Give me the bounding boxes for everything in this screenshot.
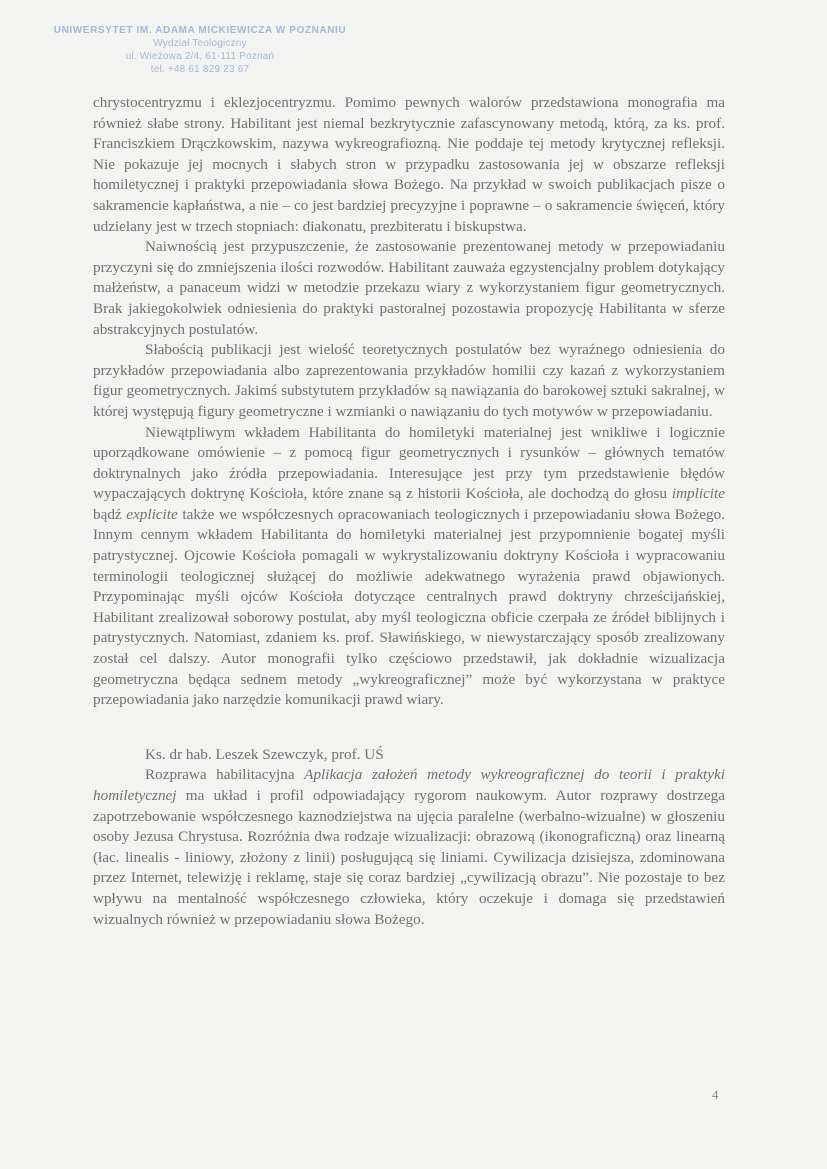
paragraph-4-text-b: bądź	[93, 505, 127, 523]
paragraph-5	[93, 765, 725, 930]
letterhead-stamp	[20, 24, 380, 76]
address-line: ul. Wieżowa 2/4, 61-111 Poznań	[125, 51, 275, 62]
italic-term-implicite: implicite	[671, 485, 725, 503]
document-body	[93, 93, 725, 930]
paragraph-continuation: chrystocentryzmu i eklezjocentryzmu. Pomimo pewnych walorów przedstawiona monografia ma również słabe strony. Habilitant jest niemal bezkrytycznie zafascynowany metodą, którą, za ks. prof. Franciszkiem Drączkowskim, nazywa wykreografiozną. Nie poddaje tej metody krytycznej refleksji. Nie pokazuje jej mocnych i słabych stron w przypadku zastosowania jej w obszarze refleksji homiletycznej i praktyki przepowiadania słowa Bożego. Na przykład w swoich publikacjach pisze o sakramencie kapłaństwa, a nie – co jest bardziej precyzyjne i poprawne – o sakramencie święceń, który udzielany jest w trzech stopniach: diakonatu, prezbiteratu i biskupstwa.	[93, 94, 725, 235]
reviewer-heading: Ks. dr hab. Leszek Szewczyk, prof. UŚ	[145, 745, 384, 763]
faculty-name: Wydział Teologiczny	[153, 38, 247, 49]
dissertation-title: Aplikacja założeń metody wykreograficznej do teorii i praktyki homiletycznej	[93, 766, 725, 804]
paragraph-5-text-b: ma układ i profil odpowiadający rygorom naukowym. Autor rozprawy dostrzega zapotrzebowanie współczesnego kaznodziejstwa na ujęcia paralelne (werbalno-wizualne) w głoszeniu osoby Jezusa Chrystusa. Rozróżnia dwa rodzaje wizualizacji: obrazową (ikonograficzną) oraz linearną (łac. linealis - liniowy, złożony z linii) posługującą się liniami. Cywilizacja dzisiejsza, zdominowana przez Internet, telewizję i reklamę, staje się coraz bardziej „cywilizacją obrazu”. Nie pozostaje to bez wpływu na mentalność współczesnego człowieka, który oczekuje i domaga się przedstawień wizualnych również w przepowiadaniu słowa Bożego.	[93, 787, 725, 928]
university-name: UNIWERSYTET IM. ADAMA MICKIEWICZA W POZNANIU	[53, 25, 347, 36]
paragraph-4-text-a: Niewątpliwym wkładem Habilitanta do homiletyki materialnej jest wnikliwe i logicznie uporządkowane omówienie – z pomocą figur geometrycznych i rysunków – głównych tematów doktrynalnych jako źródła przepowiadania. Interesujące jest przy tym przedstawienie błędów wypaczających doktrynę Kościoła, które znane są z historii Kościoła, ale dochodzą do głosu	[93, 423, 725, 503]
phone-line: tel. +48 61 829 23 67	[150, 64, 250, 75]
paragraph-3: Słabością publikacji jest wielość teoretycznych postulatów bez wyraźnego odniesienia do przykładów przepowiadania albo zaprezentowania przykładów homilii czy kazań z wykorzystaniem figur geometrycznych. Jakimś substytutem przykładów są nawiązania do barokowej sztuki sakralnej, w której występują figury geometryczne i wzmianki o nawiązaniu do tych motywów w przepowiadaniu.	[93, 341, 725, 420]
paragraph-4-text-c: także we współczesnych opracowaniach teologicznych i przepowiadaniu słowa Bożego. Innym cennym wkładem Habilitanta do homiletyki materialnej jest przypomnienie bogatej myśli patrystycznej. Ojcowie Kościoła pomagali w wykrystalizowaniu doktryny Kościoła i wypracowaniu terminologii teologicznej służącej do możliwie adekwatnego wyrażenia prawd objawionych. Przypominając myśli ojców Kościoła dotyczące centralnych prawd doktryny chrześcijańskiej, Habilitant zrealizował soborowy postulat, aby myśl teologiczna obficie czerpała ze źródeł biblijnych i patrystycznych. Natomiast, zdaniem ks. prof. Sławińskiego, w niewystarczający sposób zrealizowany został cel dalszy. Autor monografii tylko częściowo przedstawił, jak dokładnie wizualizacja geometryczna będąca sednem metody „wykreograficznej” może być wykorzystana w praktyce przepowiadania jako narzędzie komunikacji prawd wiary.	[93, 505, 725, 709]
page-number: 4	[712, 1087, 719, 1102]
paragraph-2: Naiwnością jest przypuszczenie, że zastosowanie prezentowanej metody w przepowiadaniu przyczyni się do zmniejszenia ilości rozwodów. Habilitant zauważa egzystencjalny problem dotykający małżeństw, a panaceum widzi w metodzie przekazu wiary z wykorzystaniem figur geometrycznych. Brak jakiegokolwiek odniesienia do praktyki pastoralnej pozostawia propozycję Habilitanta w sferze abstrakcyjnych postulatów.	[93, 238, 725, 338]
italic-term-explicite: explicite	[126, 505, 178, 523]
paragraph-4	[93, 423, 725, 711]
paragraph-5-text-a: Rozprawa habilitacyjna	[145, 766, 305, 784]
